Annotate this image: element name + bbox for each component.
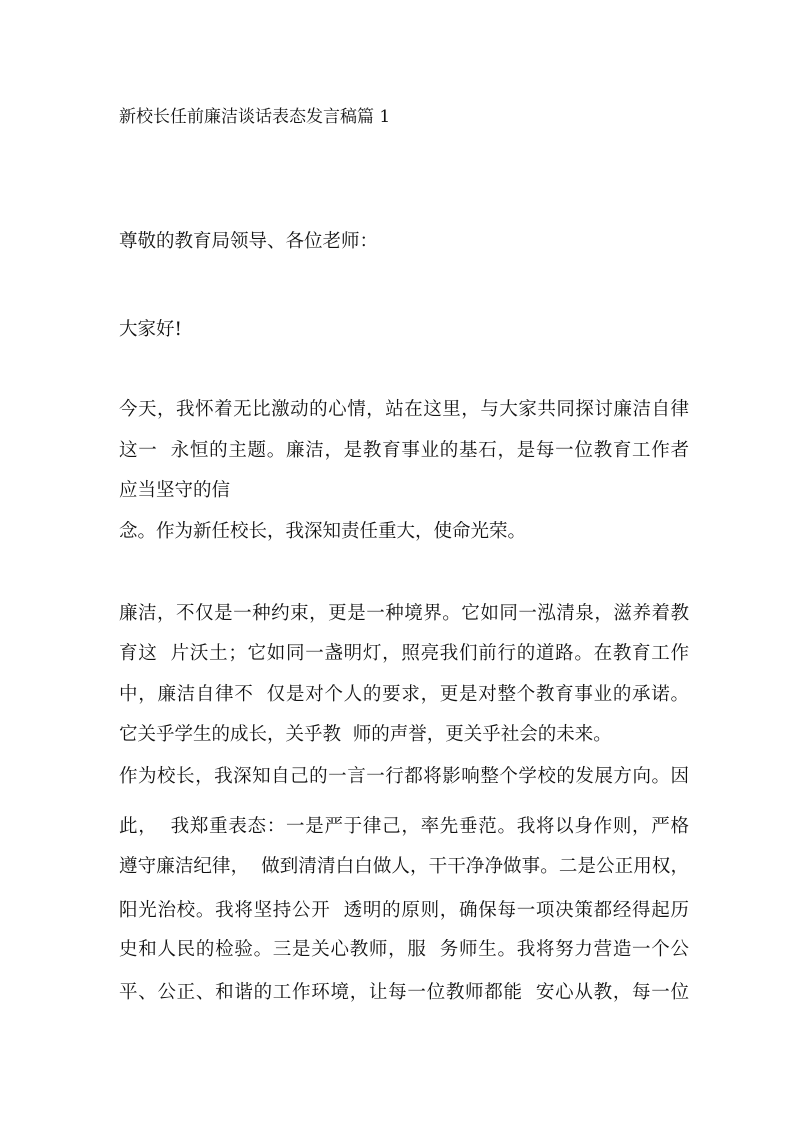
paragraph-1-line-3: 应当坚守的信 bbox=[119, 480, 231, 501]
paragraph-3-line-2: 此， 我郑重表态：一是严于律己，率先垂范。我将以身作则，严格 bbox=[119, 816, 689, 837]
paragraph-3-line-4: 阳光治校。我将坚持公开 透明的原则，确保每一项决策都经得起历 bbox=[119, 900, 689, 921]
paragraph-3-line-1: 作为校长，我深知自己的一言一行都将影响整个学校的发展方向。因 bbox=[119, 766, 689, 787]
document-title: 新校长任前廉洁谈话表态发言稿篇 1 bbox=[119, 107, 391, 127]
paragraph-1-line-4: 念。作为新任校长，我深知责任重大，使命光荣。 bbox=[119, 521, 527, 542]
greeting: 大家好! bbox=[119, 319, 182, 340]
paragraph-1-line-1: 今天，我怀着无比激动的心情，站在这里，与大家共同探讨廉洁自律 bbox=[119, 399, 689, 420]
paragraph-3-line-5: 史和人民的检验。三是关心教师，服 务师生。我将努力营造一个公 bbox=[119, 939, 689, 960]
paragraph-2-line-2: 育这 片沃土；它如同一盏明灯，照亮我们前行的道路。在教育工作 bbox=[119, 643, 689, 664]
paragraph-2-line-4: 它关乎学生的成长，关乎教 师的声誉，更关乎社会的未来。 bbox=[119, 724, 612, 745]
paragraph-3-line-3: 遵守廉洁纪律， 做到清清白白做人，干干净净做事。二是公正用权， bbox=[119, 856, 689, 877]
paragraph-1-line-2: 这一 永恒的主题。廉洁，是教育事业的基石，是每一位教育工作者 bbox=[119, 440, 689, 461]
salutation: 尊敬的教育局领导、各位老师： bbox=[119, 231, 379, 252]
paragraph-3-line-6: 平、公正、和谐的工作环境，让每一位教师都能 安心从教，每一位 bbox=[119, 982, 689, 1003]
paragraph-2-line-1: 廉洁，不仅是一种约束，更是一种境界。它如同一泓清泉，滋养着教 bbox=[119, 603, 689, 624]
paragraph-2-line-3: 中，廉洁自律不 仅是对个人的要求，更是对整个教育事业的承诺。 bbox=[119, 684, 689, 705]
